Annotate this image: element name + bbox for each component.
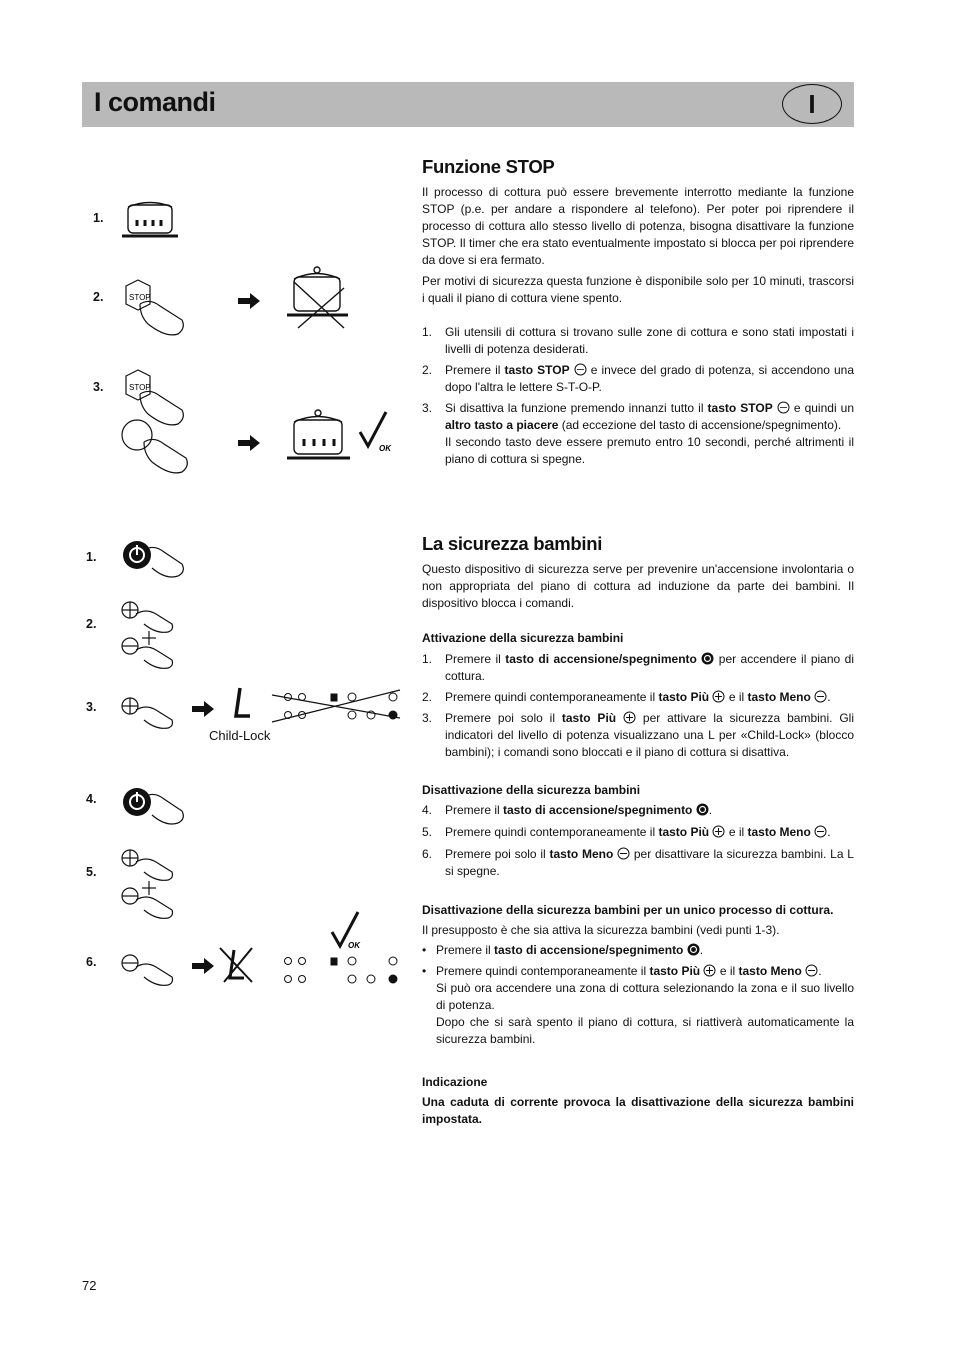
list-item: 1. Premere il tasto di accensione/spegnimento per accendere il piano di cottura. <box>422 652 854 683</box>
control-panel-crossed-icon <box>272 690 400 722</box>
power-icon <box>701 652 714 665</box>
stop-key-label: STOP <box>129 383 151 392</box>
display-l-crossed-icon <box>220 948 252 982</box>
pot-icon <box>122 203 178 237</box>
arrow-right-icon <box>192 701 214 717</box>
child-fig-step-1: 1. <box>86 550 97 564</box>
minus-icon <box>617 847 630 860</box>
child-fig-step-2: 2. <box>86 617 97 631</box>
plus-icon <box>623 711 636 724</box>
stop-illustrations <box>82 180 412 500</box>
child-lock-label: Child-Lock <box>209 728 271 743</box>
language-badge: I <box>782 84 842 124</box>
finger-stop-icon <box>126 280 183 335</box>
single-cooking-intro: Il presupposto è che sia attiva la sicurezza bambini (vedi punti 1-3). <box>422 923 780 937</box>
stop-fig-step-3: 3. <box>93 380 104 394</box>
pot-icon <box>287 410 350 458</box>
activation-list <box>422 651 854 761</box>
power-icon <box>687 943 700 956</box>
list-item: 2. Premere quindi contemporaneamente il tasto Più e il tasto Meno . <box>422 690 831 704</box>
stop-illustration-drawing <box>82 180 412 500</box>
page-number: 72 <box>82 1278 97 1293</box>
minus-icon <box>814 825 827 838</box>
activation-title: Attivazione della sicurezza bambini <box>422 631 624 645</box>
minus-key-icon <box>122 955 173 985</box>
single-cooking-title: Disattivazione della sicurezza bambini per un unico processo di cottura. <box>422 903 834 917</box>
display-l-icon <box>236 688 250 716</box>
list-item: • Premere quindi contemporaneamente il tasto Più e il tasto Meno . Si può ora accendere una zona di cottura selezionando la zona e il suo livello di potenza. Dopo che si sarà spento il piano di cottura, si riattiverà automaticamente la sicurezza bambini. <box>422 964 854 1046</box>
arrow-right-icon <box>238 435 260 451</box>
indication-title: Indicazione <box>422 1075 488 1089</box>
child-lock-illustrations <box>82 530 412 1000</box>
page-title: I comandi <box>94 87 216 117</box>
power-button-icon <box>123 788 183 824</box>
arrow-right-icon <box>238 293 260 309</box>
list-item: 6. Premere poi solo il tasto Meno per disattivare la sicurezza bambini. La L si spegne. <box>422 847 854 878</box>
stop-key-label: STOP <box>129 293 151 302</box>
stop-heading: Funzione STOP <box>422 156 555 177</box>
child-fig-step-4: 4. <box>86 792 97 806</box>
list-item: • Premere il tasto di accensione/spegnimento . <box>422 943 704 957</box>
child-fig-step-6: 6. <box>86 955 97 969</box>
stop-paragraph-2: Per motivi di sicurezza questa funzione è disponibile solo per 10 minuti, trascorsi i quali il piano di cottura viene spento. <box>422 274 854 305</box>
list-item: 4. Premere il tasto di accensione/spegnimento . <box>422 803 713 817</box>
deactivation-title: Disattivazione della sicurezza bambini <box>422 783 641 797</box>
single-cooking-list <box>422 942 854 1048</box>
child-lock-illustration-drawing <box>82 530 412 1000</box>
plus-icon <box>703 964 716 977</box>
power-button-icon <box>123 541 183 577</box>
stop-paragraph-1: Il processo di cottura può essere brevemente interrotto mediante la funzione STOP (p.e. per andare a rispondere al telefono). Per poter poi riprendere il processo di cottura allo stesso livello di potenza, bisogna disattivare la funzione STOP. Il timer che era stato eventualmente impostato si blocca per poi riprendere da dove si era fermato. <box>422 185 854 267</box>
child-fig-step-5: 5. <box>86 865 97 879</box>
power-icon <box>696 803 709 816</box>
list-item: 1. Gli utensili di cottura si trovano sulle zone di cottura e sono stati impostati i livelli di potenza desiderati. <box>422 325 854 356</box>
child-lock-paragraph: Questo dispositivo di sicurezza serve per prevenire un'accensione involontaria o non appropriata del piano di cottura ad induzione da parte dei bambini. Il dispositivo blocca i comandi. <box>422 562 854 610</box>
stop-fig-step-2: 2. <box>93 290 104 304</box>
stop-steps-list <box>422 324 854 468</box>
ok-label: OK <box>348 941 360 950</box>
arrow-right-icon <box>192 958 214 974</box>
plus-key-icon <box>122 698 173 728</box>
deactivation-list <box>422 802 854 880</box>
header-bar <box>82 82 854 127</box>
ok-label: OK <box>379 444 391 453</box>
plus-icon <box>712 690 725 703</box>
pot-crossed-icon <box>287 267 348 328</box>
stop-fig-step-1: 1. <box>93 211 104 225</box>
minus-icon <box>805 964 818 977</box>
child-lock-section <box>422 533 854 1128</box>
control-panel-icon <box>285 957 398 983</box>
child-lock-heading: La sicurezza bambini <box>422 533 603 554</box>
list-item: 3. Si disattiva la funzione premendo innanzi tutto il tasto STOP e quindi un altro tasto a piacere (ad eccezione del tasto di accensione/spegnimento). Il secondo tasto deve essere premuto entro 10 secondi, perché altrimenti il piano di cottura si spegne. <box>422 401 855 466</box>
check-ok-icon <box>360 412 386 446</box>
stop-key-icon <box>777 401 790 414</box>
list-item: 3. Premere poi solo il tasto Più per attivare la sicurezza bambini. Gli indicatori del livello di potenza visualizzano una L per «Child-Lock» (blocco bambini); i comandi sono bloccati e il piano di cottura si disattiva. <box>422 711 855 759</box>
plus-minus-keys-icon <box>122 602 173 668</box>
plus-minus-keys-icon <box>122 850 173 918</box>
stop-key-icon <box>574 363 587 376</box>
child-fig-step-3: 3. <box>86 700 97 714</box>
list-item: 5. Premere quindi contemporaneamente il tasto Più e il tasto Meno . <box>422 825 831 839</box>
minus-icon <box>814 690 827 703</box>
list-item: 2. Premere il tasto STOP e invece del grado di potenza, si accendono una dopo l'altra le lettere S-T-O-P. <box>422 363 855 394</box>
plus-icon <box>712 825 725 838</box>
stop-section <box>422 156 854 468</box>
indication-text: Una caduta di corrente provoca la disattivazione della sicurezza bambini impostata. <box>422 1095 854 1126</box>
